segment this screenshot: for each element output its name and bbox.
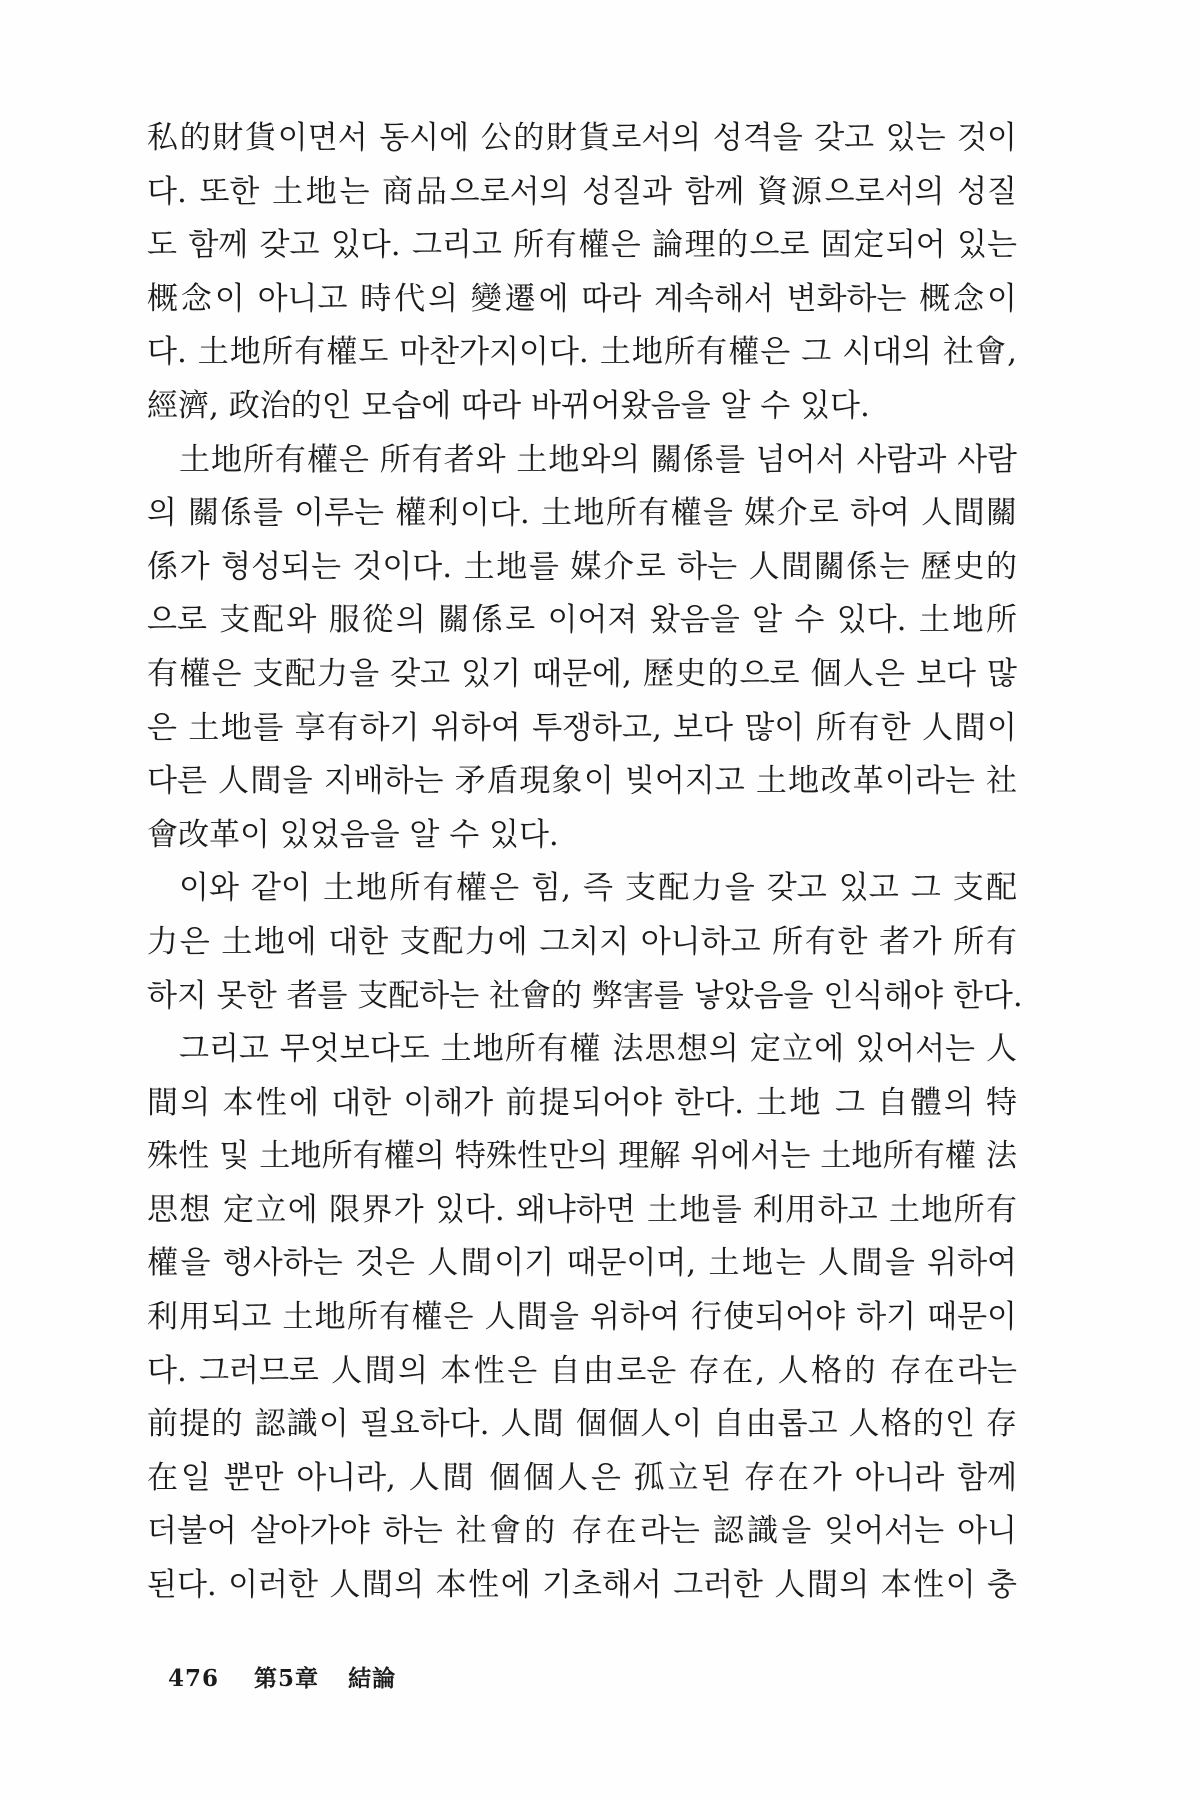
- body-text: [147, 112, 1023, 1613]
- chapter-title: 結論: [348, 1665, 397, 1692]
- text-line: 會改革이 있었음을 알 수 있다.: [147, 816, 559, 853]
- text-line: 다. 그러므로 人間의 本性은 自由로운 存在, 人格的 存在라는: [147, 1352, 1017, 1389]
- text-line: 力은 土地에 대한 支配力에 그치지 아니하고 所有한 者가 所有: [147, 923, 1017, 960]
- text-line: 다른 人間을 지배하는 矛盾現象이 빚어지고 土地改革이라는 社: [147, 763, 1017, 800]
- text-line: 思想 定立에 限界가 있다. 왜냐하면 土地를 利用하고 土地所有: [147, 1191, 1017, 1228]
- chapter-label: 第5章: [254, 1665, 320, 1692]
- text-line: 概念이 아니고 時代의 變遷에 따라 계속해서 변화하는 概念이: [147, 280, 1017, 317]
- text-line: 다. 土地所有權도 마찬가지이다. 土地所有權은 그 시대의 社會,: [147, 334, 1017, 371]
- text-line: 더불어 살아가야 하는 社會的 存在라는 認識을 잊어서는 아니: [147, 1513, 1017, 1550]
- text-line: 된다. 이러한 人間의 本性에 기초해서 그러한 人間의 本性이 충: [147, 1567, 1017, 1604]
- text-line: 私的財貨이면서 동시에 公的財貨로서의 성격을 갖고 있는 것이: [147, 120, 1017, 156]
- text-line: 이와 같이 土地所有權은 힘, 즉 支配力을 갖고 있고 그 支配: [179, 870, 1017, 907]
- text-line: 으로 支配와 服從의 關係로 이어져 왔음을 알 수 있다. 土地所: [147, 602, 1017, 639]
- text-line: 殊性 및 土地所有權의 特殊性만의 理解 위에서는 土地所有權 法: [147, 1138, 1017, 1175]
- page-footer: [168, 1660, 396, 1693]
- text-line: 間의 本性에 대한 이해가 前提되어야 한다. 土地 그 自體의 特: [147, 1084, 1017, 1121]
- text-line: 다. 또한 土地는 商品으로서의 성질과 함께 資源으로서의 성질: [147, 173, 1017, 210]
- text-line: 權을 행사하는 것은 人間이기 때문이며, 土地는 人間을 위하여: [147, 1245, 1017, 1282]
- text-line: 在일 뿐만 아니라, 人間 個個人은 孤立된 存在가 아니라 함께: [147, 1459, 1017, 1496]
- text-line: 經濟, 政治的인 모습에 따라 바뀌어왔음을 알 수 있다.: [147, 387, 870, 424]
- text-line: 도 함께 갖고 있다. 그리고 所有權은 論理的으로 固定되어 있는: [147, 227, 1017, 264]
- text-line: 土地所有權은 所有者와 土地와의 關係를 넘어서 사람과 사람: [179, 441, 1017, 478]
- page-number: 476: [168, 1665, 220, 1692]
- text-line: 은 土地를 享有하기 위하여 투쟁하고, 보다 많이 所有한 人間이: [147, 709, 1017, 746]
- text-line: 그리고 무엇보다도 土地所有權 法思想의 定立에 있어서는 人: [179, 1031, 1017, 1068]
- text-line: 前提的 認識이 필요하다. 人間 個個人이 自由롭고 人格的인 存: [147, 1406, 1017, 1443]
- text-line: 의 關係를 이루는 權利이다. 土地所有權을 媒介로 하여 人間關: [147, 495, 1017, 532]
- text-line: 係가 형성되는 것이다. 土地를 媒介로 하는 人間關係는 歷史的: [147, 548, 1017, 585]
- text-line: 有權은 支配力을 갖고 있기 때문에, 歷史的으로 個人은 보다 많: [147, 655, 1017, 692]
- text-line: 利用되고 土地所有權은 人間을 위하여 行使되어야 하기 때문이: [147, 1299, 1017, 1336]
- text-line: 하지 못한 者를 支配하는 社會的 弊害를 낳았음을 인식해야 한다.: [147, 977, 1023, 1014]
